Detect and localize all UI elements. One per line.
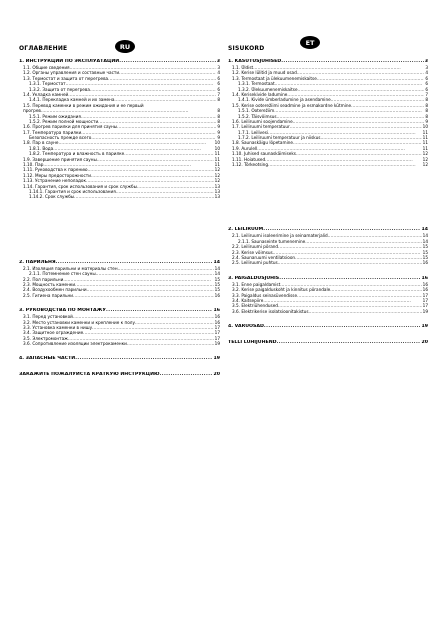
dot-leader bbox=[119, 59, 216, 64]
toc-page-number: 17 bbox=[214, 330, 220, 336]
toc-entry-title: 1.5.2. Täisvõimsus bbox=[238, 113, 277, 119]
toc-page-number: 6 bbox=[425, 86, 428, 92]
toc-entry-title: 2.1.1. Saunaseinte tumenemine bbox=[238, 238, 306, 244]
dot-leader bbox=[281, 59, 424, 64]
dot-leader bbox=[97, 157, 214, 162]
toc-list bbox=[19, 59, 220, 378]
dot-leader bbox=[53, 146, 213, 151]
dot-leader bbox=[135, 320, 214, 325]
dot-leader bbox=[98, 119, 216, 124]
toc-entry-title: 2.4. Воздухообмен парильни bbox=[23, 287, 87, 293]
toc-entry-title: 4. VARUOSAD bbox=[228, 324, 264, 330]
toc-page-number: 4 bbox=[425, 70, 428, 76]
dot-leader bbox=[273, 250, 422, 255]
dot-leader bbox=[278, 303, 422, 308]
toc-page-number: 12 bbox=[214, 167, 220, 173]
toc-entry-title: 3.4. Защитное ограждение bbox=[23, 330, 84, 336]
dot-leader bbox=[277, 340, 421, 345]
toc-entry-title: 3.3. Paigaldus seinasüvendisse bbox=[232, 292, 298, 298]
dot-leader bbox=[309, 309, 422, 314]
dot-leader bbox=[86, 178, 214, 183]
dot-leader bbox=[263, 298, 421, 303]
toc-page-number: 9 bbox=[217, 124, 220, 130]
dot-leader bbox=[280, 282, 421, 287]
toc-column-ru bbox=[19, 40, 220, 378]
dot-leader bbox=[268, 162, 422, 167]
toc-entry bbox=[19, 341, 220, 346]
toc-entry-title: 3.5. Электромонтаж bbox=[23, 335, 68, 341]
toc-entry bbox=[228, 309, 428, 314]
toc-entry-title: 3. РУКОВОДСТВА ПО МОНТАЖУ bbox=[19, 308, 107, 314]
toc-entry-title: 1.1. Üldist bbox=[232, 65, 254, 70]
dot-leader bbox=[295, 255, 422, 260]
toc-page-number: 16 bbox=[214, 319, 220, 325]
toc-entry-title: 1. KASUTUSJUHISED bbox=[228, 59, 282, 64]
toc-page-number: 14 bbox=[422, 233, 428, 239]
toc-page-number: 6 bbox=[217, 75, 220, 81]
toc-entry-title: 1.5.1. Ooterežiim bbox=[238, 108, 275, 114]
toc-entry-title: 1.9. Завершение принятия сауны bbox=[23, 156, 97, 162]
toc-entry-title: 3.3. Установка каменки в нишу bbox=[23, 324, 93, 330]
toc-entry-title: 1.8. Saunaskäigu lõpetamine bbox=[232, 140, 293, 146]
toc-section-heading bbox=[19, 372, 220, 378]
dot-leader bbox=[297, 293, 422, 298]
toc-page-number: 6 bbox=[217, 86, 220, 92]
toc-page-number: 16 bbox=[422, 287, 428, 293]
toc-page-number: 9 bbox=[217, 129, 220, 135]
dot-leader bbox=[293, 140, 422, 145]
toc-entry-title: 1.7.2. Leiliruumi temperatuur ja niiskus bbox=[238, 135, 321, 141]
toc-entry-title: 1.4.1. Перекладка камней и их замена bbox=[29, 97, 115, 103]
dot-leader bbox=[317, 76, 425, 81]
toc-entry-title: 2.3. Kerise võimsus bbox=[232, 249, 273, 255]
dot-leader bbox=[296, 151, 422, 156]
dot-leader bbox=[63, 277, 213, 282]
toc-page-number: 15 bbox=[422, 249, 428, 255]
dot-leader bbox=[290, 124, 422, 129]
toc-entry-title: 1.8.2. Температура и влажность в парилке bbox=[29, 151, 125, 157]
toc-header-ru bbox=[19, 40, 220, 54]
dot-leader bbox=[59, 140, 214, 145]
toc-entry-title: 2.5. Leiliruumi puhtus bbox=[232, 260, 278, 266]
dot-leader bbox=[106, 308, 212, 313]
toc-page-number: 8 bbox=[425, 113, 428, 119]
toc-entry-title: прогрев bbox=[23, 108, 41, 114]
toc-page-number: 12 bbox=[214, 178, 220, 184]
toc-entry-title: 2. ПАРИЛЬНЯ bbox=[19, 259, 56, 265]
toc-section-heading bbox=[228, 340, 428, 346]
toc-entry-title: 1.3.2. Ülekuumenemiskaitse bbox=[238, 86, 298, 92]
dot-leader bbox=[56, 260, 213, 265]
toc-entry-title: 1.3.2. Защита от перегрева bbox=[29, 86, 90, 92]
toc-title: ОГЛАВЛЕНИЕ bbox=[19, 45, 68, 52]
dot-leader bbox=[73, 314, 214, 319]
dot-leader bbox=[263, 227, 420, 232]
dot-leader bbox=[87, 287, 214, 292]
toc-entry-title: 1.4. Kerisekivide ladumine bbox=[232, 91, 288, 97]
dot-leader bbox=[320, 135, 421, 140]
toc-entry-title: 1.3.1. Термостат bbox=[29, 81, 66, 87]
toc-entry-title: 2.1. Изоляция парильни и материалы стен bbox=[23, 265, 118, 271]
toc-page-number: 12 bbox=[422, 156, 428, 162]
toc-entry-title: 1.4.1. Kivide ümberladumine ja asendamine bbox=[238, 97, 331, 103]
dot-leader bbox=[124, 151, 213, 156]
toc-entry-title: 1.14.1. Гарантия и срок использования bbox=[29, 188, 116, 194]
toc-page-number: 8 bbox=[425, 108, 428, 114]
toc-page-number: 16 bbox=[422, 260, 428, 266]
toc-page-number: 19 bbox=[214, 341, 220, 347]
dot-leader bbox=[68, 336, 214, 341]
toc-entry-title: 3.2. Место установки каменки и крепление к полу bbox=[23, 319, 135, 325]
toc-entry-title: 2.1. Leiliruumi isoleerimine ja seinamaterjalid bbox=[232, 233, 328, 239]
dot-leader bbox=[275, 81, 425, 86]
dot-leader bbox=[257, 146, 421, 151]
toc-page-number: 8 bbox=[425, 97, 428, 103]
toc-entry-title: 1.13. Устранение неполадок bbox=[23, 178, 87, 184]
toc-page-number: 20 bbox=[421, 340, 428, 346]
dot-leader bbox=[91, 135, 216, 140]
toc-page-number: 11 bbox=[422, 145, 428, 151]
dot-leader bbox=[287, 92, 424, 97]
toc-page-number: 16 bbox=[422, 281, 428, 287]
toc-title: SISUKORD bbox=[228, 45, 265, 52]
toc-page-number: 3 bbox=[216, 59, 220, 64]
dot-leader bbox=[264, 324, 421, 329]
dot-leader bbox=[75, 356, 212, 361]
toc-entry-title: 3. PAIGALDUSJUHIS bbox=[228, 275, 280, 281]
dot-leader bbox=[43, 162, 213, 167]
dot-leader bbox=[116, 189, 214, 194]
dot-leader bbox=[66, 81, 217, 86]
dot-leader bbox=[298, 87, 425, 92]
dot-leader bbox=[268, 130, 422, 135]
toc-entry-title: 2.2. Пол парильни bbox=[23, 276, 64, 282]
toc-entry-title: 1.4. Укладка камней bbox=[23, 91, 69, 97]
toc-page-number: 11 bbox=[422, 140, 428, 146]
toc-page-number: 16 bbox=[421, 275, 428, 281]
toc-page-number: 15 bbox=[422, 254, 428, 260]
toc-page-number: 9 bbox=[425, 118, 428, 124]
language-badge: ET bbox=[300, 36, 320, 49]
toc-page-number: 8 bbox=[217, 108, 220, 114]
toc-entry-title: 3.4. Kaitsepiire bbox=[232, 297, 264, 303]
toc-column-et bbox=[228, 40, 428, 346]
toc-page-number: 11 bbox=[422, 135, 428, 141]
toc-page-number: 8 bbox=[217, 113, 220, 119]
toc-entry-title: TELLI LÜHIJUHEND bbox=[228, 340, 277, 346]
toc-page-number: 6 bbox=[217, 81, 220, 87]
dot-leader bbox=[75, 282, 214, 287]
toc-page-number: 11 bbox=[214, 151, 220, 157]
dot-leader bbox=[83, 330, 214, 335]
toc-page-number: 19 bbox=[422, 308, 428, 314]
toc-entry-title: 1.6. Прогрев парилки для принятия сауны bbox=[23, 124, 118, 130]
dot-leader bbox=[160, 372, 213, 377]
toc-page-number: 8 bbox=[425, 102, 428, 108]
toc-page-number: 14 bbox=[213, 259, 220, 265]
dot-leader bbox=[81, 130, 216, 135]
dot-leader bbox=[328, 233, 422, 238]
toc-page-number: 3 bbox=[424, 59, 428, 64]
toc-page-number: 16 bbox=[213, 308, 220, 314]
toc-page-number: 15 bbox=[422, 244, 428, 250]
dot-leader bbox=[81, 114, 216, 119]
toc-page-number: 20 bbox=[213, 372, 220, 378]
dot-leader bbox=[277, 114, 425, 119]
toc-entry bbox=[228, 162, 428, 167]
toc-page-number: 16 bbox=[214, 314, 220, 320]
toc-page-number: 19 bbox=[421, 324, 428, 330]
dot-leader bbox=[68, 92, 216, 97]
toc-page-number: 11 bbox=[214, 156, 220, 162]
toc-entry-title: 1.8. Пар в сауне bbox=[23, 140, 59, 146]
toc-entry-title: 3.1. Перед установкой bbox=[23, 314, 73, 320]
toc-entry-title: 1.3. Termostaat ja ülekuumenemiskaitse bbox=[232, 75, 317, 81]
toc-page-number: 8 bbox=[217, 97, 220, 103]
dot-leader bbox=[137, 184, 214, 189]
dot-leader bbox=[351, 103, 424, 108]
toc-entry-title: 1.7.1. Leilivesi bbox=[238, 129, 269, 135]
toc-entry-title: 1.11. Руководства к парению bbox=[23, 167, 88, 173]
toc-entry-title: 2.1.1. Потемнение стен сауны bbox=[29, 271, 96, 277]
toc-entry-title: 3.6. Сопротивление изоляции электрокаменки bbox=[23, 341, 127, 347]
toc-page-number: 10 bbox=[214, 140, 220, 146]
dot-leader bbox=[127, 341, 214, 346]
toc-entry-title: 2.2. Leiliruumi põrand bbox=[232, 244, 279, 250]
toc-page-number: 7 bbox=[425, 91, 428, 97]
toc-page-number: 7 bbox=[217, 91, 220, 97]
toc-page-number: 3 bbox=[217, 65, 220, 70]
toc-entry-title: 1.7. Температура парилки bbox=[23, 129, 82, 135]
toc-page-number: 13 bbox=[214, 194, 220, 200]
toc-page-number: 17 bbox=[214, 324, 220, 330]
toc-entry-title: 1.7. Leiliruumi temperatuur bbox=[232, 124, 290, 130]
toc-page-number: 3 bbox=[425, 65, 428, 70]
toc-page-number: 4 bbox=[217, 70, 220, 76]
dot-leader bbox=[70, 65, 217, 70]
dot-leader bbox=[278, 260, 422, 265]
dot-leader bbox=[278, 244, 422, 249]
dot-leader bbox=[88, 167, 214, 172]
toc-entry-title: 1.14.2. Срок службы bbox=[29, 194, 75, 200]
toc-entry-title: 1.5.2. Режим полной мощности bbox=[29, 118, 99, 124]
dot-leader bbox=[96, 271, 214, 276]
dot-leader bbox=[118, 266, 214, 271]
toc-entry-title: 1.9. Aurulell bbox=[232, 145, 258, 151]
toc-page-number: 19 bbox=[213, 356, 220, 362]
toc-page-number: 16 bbox=[214, 292, 220, 298]
toc-page-number: 17 bbox=[422, 297, 428, 303]
dot-leader bbox=[279, 276, 420, 281]
toc-page-number: 11 bbox=[422, 129, 428, 135]
toc-page-number: 17 bbox=[422, 303, 428, 309]
toc-page-number: 14 bbox=[421, 227, 428, 233]
dot-leader bbox=[253, 65, 424, 70]
toc-list bbox=[228, 59, 428, 346]
toc-page-number: 8 bbox=[217, 118, 220, 124]
toc-entry-title: 2.5. Гигиена парильни bbox=[23, 292, 74, 298]
toc-entry bbox=[19, 194, 220, 199]
dot-leader bbox=[297, 70, 425, 75]
toc-entry-title: 1.10. Пар bbox=[23, 162, 44, 168]
toc-page-number: 17 bbox=[422, 292, 428, 298]
dot-leader bbox=[90, 87, 216, 92]
toc-entry-title: 1.6. Leiliruumi soojendamine bbox=[232, 118, 293, 124]
toc-page-number: 13 bbox=[214, 188, 220, 194]
toc-entry-title: Безопасность прежде всего bbox=[29, 135, 92, 141]
dot-leader bbox=[41, 108, 216, 113]
toc-entry-title: 1.2. Органы управления и составные части bbox=[23, 70, 120, 76]
toc-page-number: 13 bbox=[214, 183, 220, 189]
language-badge: RU bbox=[115, 40, 135, 53]
dot-leader bbox=[114, 97, 216, 102]
toc-entry-title: 1.5. Kerise ooterežiimi seadmine ja esmakordne kütmine bbox=[232, 102, 352, 108]
toc-entry-title: 3.2. Kerise paigalduskoht ja kinnitus põrandale bbox=[232, 287, 331, 293]
dot-leader bbox=[305, 239, 421, 244]
toc-entry-title: 1.10. Juhised saunaskäimiseks bbox=[232, 151, 296, 157]
toc-entry-title: 1.5.1. Режим ожидания bbox=[29, 113, 81, 119]
toc-entry-title: ЗАКАЖИТЕ ПОЖАЛУЙСТА КРАТКУЮ ИНСТРУКЦИЮ bbox=[19, 372, 160, 378]
toc-entry bbox=[228, 260, 428, 265]
dot-leader bbox=[265, 157, 422, 162]
toc-entry-title: 1.5. Перевод каменки в режим ожидания и ее первый bbox=[23, 102, 144, 108]
toc-page-number: 15 bbox=[214, 281, 220, 287]
toc-entry-title: 2.4. Saunaruumi ventilatsioon bbox=[232, 254, 296, 260]
toc-page-number: 14 bbox=[214, 265, 220, 271]
toc-entry-title: 2.3. Мощность каменки bbox=[23, 281, 76, 287]
toc-entry-title: 1.12. Меры предосторожности bbox=[23, 172, 91, 178]
toc-entry-title: 3.1. Enne paigaldamist bbox=[232, 281, 281, 287]
toc-page-number: 10 bbox=[214, 145, 220, 151]
toc-entry-title: 1.14. Гарантия, срок использования и срок службы bbox=[23, 183, 137, 189]
toc-page-number: 12 bbox=[422, 162, 428, 168]
dot-leader bbox=[73, 293, 214, 298]
toc-page-number: 9 bbox=[217, 135, 220, 141]
toc-section-heading bbox=[228, 324, 428, 330]
toc-page-number: 6 bbox=[425, 75, 428, 81]
toc-entry bbox=[19, 293, 220, 298]
toc-page-number: 15 bbox=[214, 287, 220, 293]
toc-header-et bbox=[228, 40, 428, 54]
toc-page-number: 12 bbox=[214, 172, 220, 178]
toc-page-number: 17 bbox=[214, 335, 220, 341]
toc-entry-title: 3.5. Elektriühendused bbox=[232, 303, 278, 309]
toc-page-number: 6 bbox=[425, 81, 428, 87]
toc-entry-title: 1.11. Hoiatused bbox=[232, 156, 266, 162]
toc-entry-title: 4. ЗАПАСНЫЕ ЧАСТИ bbox=[19, 356, 76, 362]
dot-leader bbox=[74, 194, 214, 199]
dot-leader bbox=[117, 124, 216, 129]
toc-page-number: 12 bbox=[422, 151, 428, 157]
toc-entry-title: 1. ИНСТРУКЦИИ ПО ЭКСПЛУАТАЦИИ bbox=[19, 59, 120, 64]
toc-entry-title: 2. LEILIRUUM bbox=[228, 227, 264, 233]
toc-page-number: 15 bbox=[214, 276, 220, 282]
toc-entry-title: 1.3.1. Termostaat bbox=[238, 81, 275, 87]
toc-section-heading bbox=[19, 356, 220, 362]
toc-entry-title: 1.1. Общие сведения bbox=[23, 65, 70, 70]
toc-entry-title: 1.8.1. Вода bbox=[29, 145, 54, 151]
dot-leader bbox=[330, 287, 421, 292]
toc-entry-title: 1.12. Tõrkeotsing bbox=[232, 162, 268, 168]
toc-entry-title: 1.3. Термостат и защита от перегрева bbox=[23, 75, 109, 81]
toc-entry-title: 1.2. Kerise lülitid ja muud osad bbox=[232, 70, 297, 76]
toc-page-number: 10 bbox=[422, 124, 428, 130]
toc-page-number: 14 bbox=[214, 271, 220, 277]
toc-entry-title: 3.6. Elektrikerise isolatsioonitakistus bbox=[232, 308, 309, 314]
dot-leader bbox=[108, 76, 216, 81]
dot-leader bbox=[92, 325, 214, 330]
dot-leader bbox=[91, 173, 214, 178]
dot-leader bbox=[274, 108, 424, 113]
toc-page-number: 14 bbox=[422, 238, 428, 244]
dot-leader bbox=[293, 119, 425, 124]
toc-page-number: 11 bbox=[214, 162, 220, 168]
dot-leader bbox=[119, 70, 216, 75]
dot-leader bbox=[331, 97, 425, 102]
